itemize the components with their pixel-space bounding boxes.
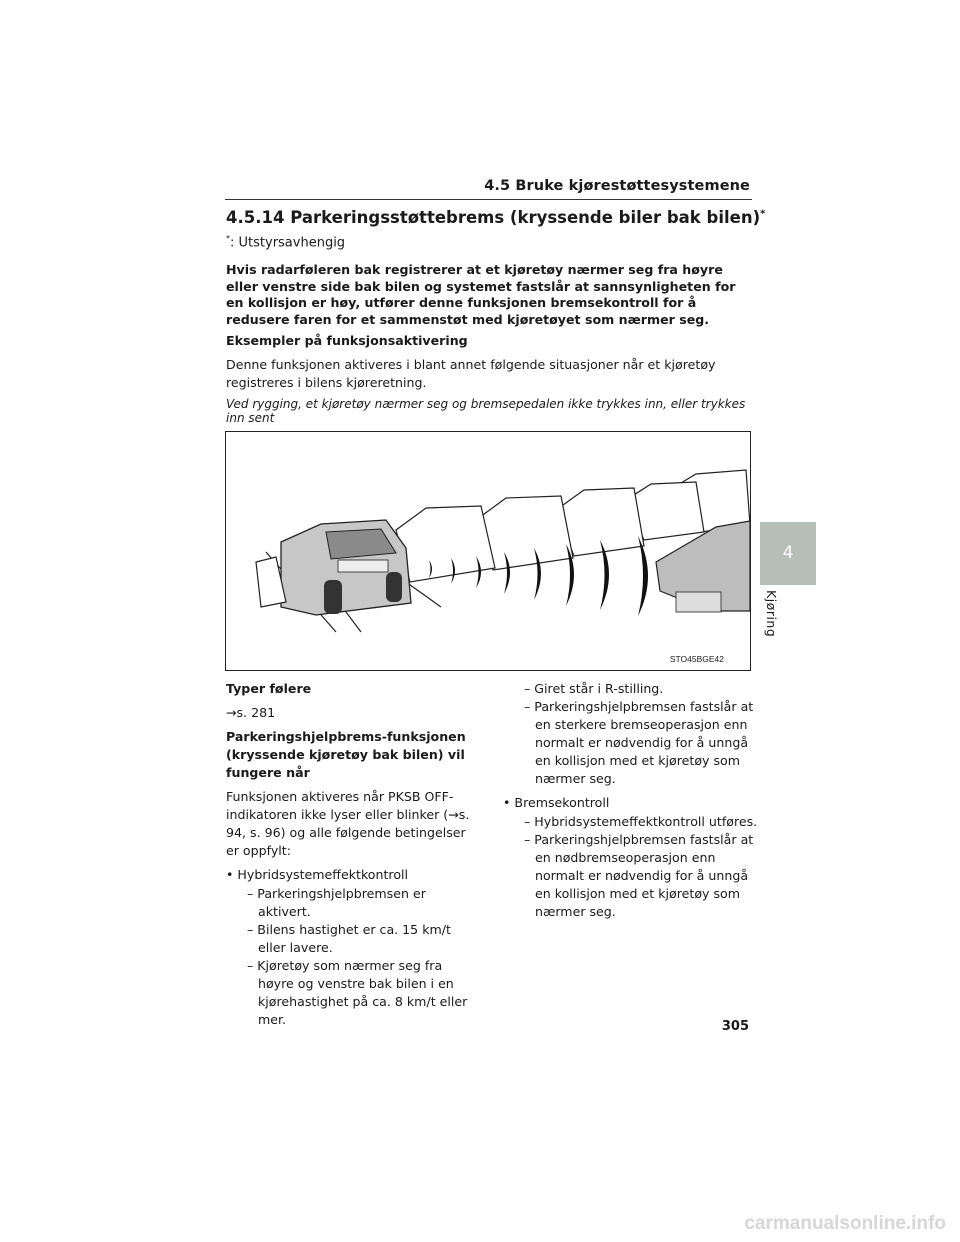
section-title	[226, 208, 766, 227]
activation-text: Funksjonen aktiveres når PKSB OFF-indikatoren ikke lyser eller blinker (→s. 94, s. 96) og alle følgende betingelser er oppfylt:	[226, 789, 470, 858]
list-item: – Parkeringshjelpbremsen fastslår at en sterkere bremseoperasjon enn normalt er nødvendig for å unngå en kollisjon med et kjøretøy som nærmer seg.	[524, 699, 754, 786]
list-item: – Hybridsystemeffektkontroll utføres.	[524, 814, 758, 829]
bullet-hybrid-control: • Hybridsystemeffektkontroll	[226, 867, 409, 882]
sensor-heading: Typer følere	[226, 681, 312, 696]
section-header: 4.5 Bruke kjørestøttesystemene	[484, 178, 750, 194]
own-car	[281, 520, 411, 615]
list-item: – Parkeringshjelpbremsen er aktivert.	[247, 886, 426, 919]
title-asterisk: *	[760, 208, 766, 220]
chapter-tab-label: Kjøring	[764, 590, 779, 638]
examples-heading: Eksempler på funksjonsaktivering	[226, 333, 468, 348]
sensor-reference-link[interactable]: →s. 281	[226, 705, 276, 720]
bullet-brake-control: • Bremsekontroll	[503, 795, 610, 810]
equipment-note	[226, 234, 345, 250]
left-column	[226, 680, 476, 1029]
page-number: 305	[721, 1019, 749, 1034]
section-title-text: 4.5.14 Parkeringsstøttebrems (kryssende biler bak bilen)	[226, 208, 761, 227]
function-heading: Parkeringshjelpbrems-funksjonen (kryssende kjøretøy bak bilen) vil fungere når	[226, 729, 466, 780]
parking-illustration	[225, 431, 751, 671]
figure-caption: Ved rygging, et kjøretøy nærmer seg og bremsepedalen ikke trykkes inn, eller trykkes inn sent	[226, 397, 746, 425]
list-item: – Bilens hastighet er ca. 15 km/t eller lavere.	[247, 922, 451, 955]
list-item: – Parkeringshjelpbremsen fastslår at en nødbremseoperasjon enn normalt er nødvendig for å unngå en kollisjon med et kjøretøy som nærmer seg.	[524, 832, 754, 919]
parking-scene-svg	[226, 432, 750, 670]
figure-code: STO45BGE42	[669, 654, 724, 664]
description-paragraph: Denne funksjonen aktiveres i blant annet følgende situasjoner når et kjøretøy registreres i bilens kjøreretning.	[226, 357, 716, 390]
header-divider	[225, 199, 752, 200]
watermark: carmanualsonline.info	[744, 1213, 946, 1234]
list-item: – Kjøretøy som nærmer seg fra høyre og venstre bak bilen i en kjørehastighet på ca. 8 km/t eller mer.	[247, 958, 468, 1027]
intro-paragraph: Hvis radarføleren bak registrerer at et kjøretøy nærmer seg fra høyre eller venstre side bak bilen og systemet fastslår at sannsynligheten for en kollisjon er høy, utfører denne funksjonen bremsekontroll for å redusere faren for et sammenstøt med kjøretøyet som nærmer seg.	[226, 262, 736, 327]
right-column	[503, 680, 763, 921]
note-asterisk: *	[226, 234, 230, 243]
chapter-tab[interactable]: 4	[760, 522, 816, 585]
note-text: : Utstyrsavhengig	[230, 235, 346, 251]
list-item: – Giret står i R-stilling.	[524, 681, 664, 696]
